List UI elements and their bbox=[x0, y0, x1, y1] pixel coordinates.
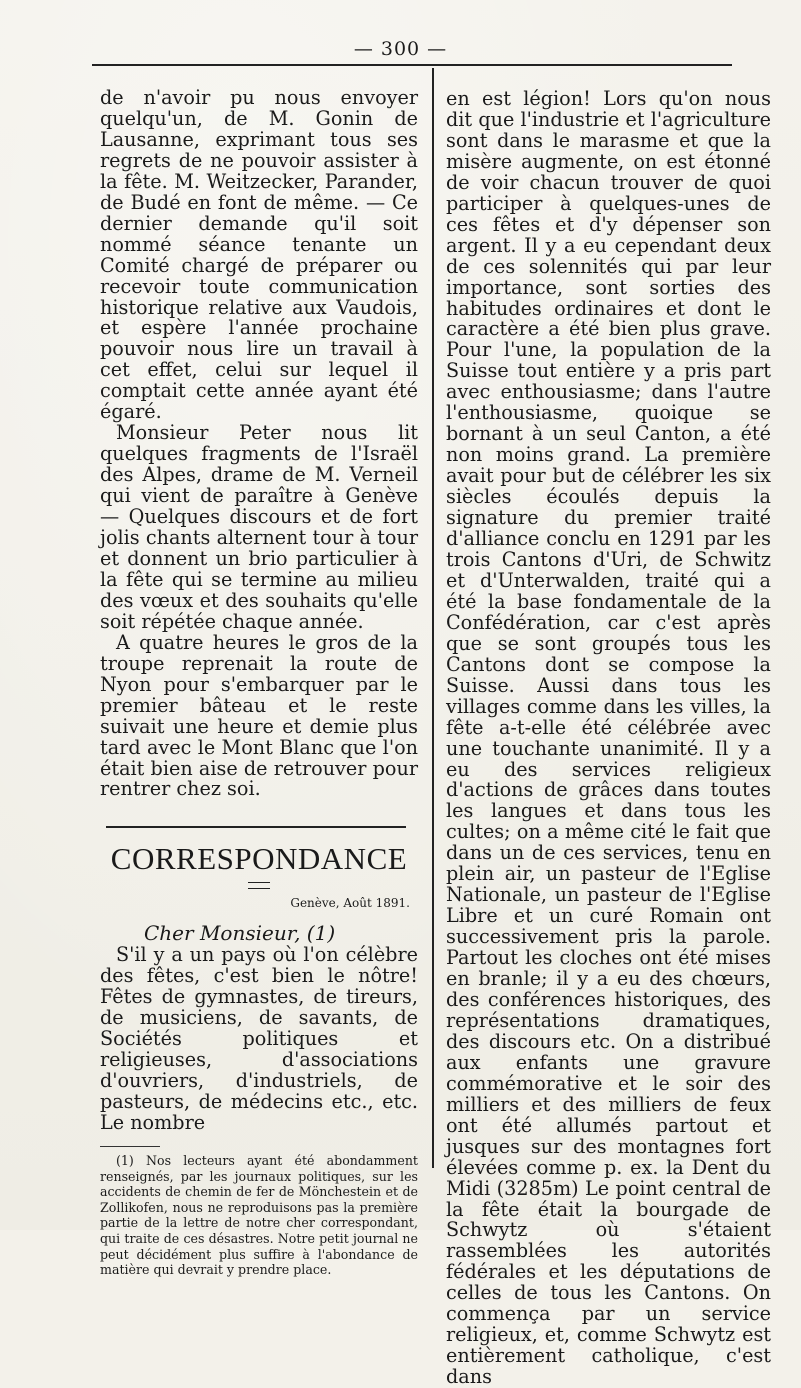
header-rule bbox=[92, 64, 732, 66]
left-paragraph-3: A quatre heures le gros de la troupe reprenait la route de Nyon pour s'embarquer par le premier bâteau et le reste suivait une heure et demie plus tard avec le Mont Blanc que l'on était bien aise de retrouver pour rentrer chez soi. bbox=[100, 630, 418, 801]
section-title: CORRESPONDANCE bbox=[110, 841, 408, 877]
right-paragraph-1: en est légion! Lors qu'on nous dit que l'industrie et l'agriculture sont dans le marasme et que la misère augmente, on est étonné de voir chacun trouver de quoi participer à quelques-unes de ces fêtes et d'y dépenser son argent. Il y a eu cependant deux de ces solennités qui par leur importance, sont sorties des habitudes ordinaires et dont le caractère a été bien plus grave. Pour l'une, la population de la Suisse tout entière y a pris part avec enthousiasme; dans l'autre l'enthousiasme, quoique se bornant à un seul Canton, a été non moins grand. La première avait pour but de célébrer les six siècles écoulés depuis la signature du premier traité d'alliance conclu en 1291 par les trois Cantons d'Uri, de Schwitz et d'Unterwalden, traité qui a été la base fondamentale de la Confédération, car c'est après que se sont groupés tous les Cantons dont se compose la Suisse. Aussi dans tous les villages comme dans les villes, la fête a-t-elle été célébrée avec une touchante unanimité. Il y a eu des services religieux d'actions de grâces dans toutes les langues et dans tous les cultes; on a même cité le fait que dans un de ces services, tenu en plein air, un pasteur de l'Eglise Nationale, un pasteur de l'Eglise Libre et un curé Romain ont successivement pris la parole. Partout les cloches ont été mises en branle; il y a eu des chœurs, des conférences historiques, des représentations dramatiques, des discours etc. On a distribué aux enfants une gravure commémorative et le soir des milliers et des milliers de feux ont été allumés partout et jusques sur des montagnes fort élevées comme p. ex. la Dent du Midi (3285m) Le point central de la fête était la bourgade de Schwytz où s'étaient rassemblées les autorités fédérales et les députations de celles de tous les Cantons. On commença par un service religieux, et, comme Schwytz est entièrement catholique, c'est dans bbox=[446, 87, 771, 1388]
footnote: (1) Nos lecteurs ayant été abondamment renseignés, par les journaux politiques, sur les accidents de chemin de fer de Mönchestein et de Zollikofen, nous ne reproduisons pas la première partie de la lettre de notre cher correspondant, qui traite de ces désastres. Notre petit journal ne peut décidément plus suffire à l'abondance de matière qui devrait y prendre place. bbox=[100, 1152, 418, 1278]
section-divider bbox=[106, 826, 406, 828]
left-paragraph-1: de n'avoir pu nous envoyer quelqu'un, de M. Gonin de Lausanne, exprimant tous ses regrets de ne pouvoir assister à la fête. M. Weitzecker, Parander, de Budé en font de même. — Ce dernier demande qu'il soit nommé séance tenante un Comité chargé de préparer ou recevoir toute communication historique relative aux Vaudois, et espère l'année prochaine pouvoir nous lire un travail à cet effet, celui sur lequel il comptait cette année ayant été égaré. bbox=[100, 86, 418, 424]
letter-salutation: Cher Monsieur, (1) bbox=[144, 921, 336, 946]
page-number: — 300 — bbox=[353, 38, 448, 60]
left-paragraph-2: Monsieur Peter nous lit quelques fragments de l'Israël des Alpes, drame de M. Verneil qui vient de paraître à Genève — Quelques discours et de fort jolis chants alternent tour à tour et donnent un brio particulier à la fête qui se termine au milieu des vœux et des souhaits qu'elle soit répétée chaque année. bbox=[100, 421, 418, 633]
letter-dateline: Genève, Août 1891. bbox=[290, 896, 410, 911]
footnote-divider bbox=[100, 1146, 160, 1147]
right-column bbox=[446, 89, 771, 1388]
title-ornament bbox=[248, 882, 270, 889]
column-divider bbox=[432, 68, 434, 1168]
letter-paragraph: S'il y a un pays où l'on célèbre des fêtes, c'est bien le nôtre! Fêtes de gymnastes, de tireurs, de musiciens, de savants, de Sociétés politiques et religieuses, d'associations d'ouvriers, d'industriels, de pasteurs, de médecins etc., etc. Le nombre bbox=[100, 943, 418, 1135]
left-column bbox=[100, 88, 418, 1278]
